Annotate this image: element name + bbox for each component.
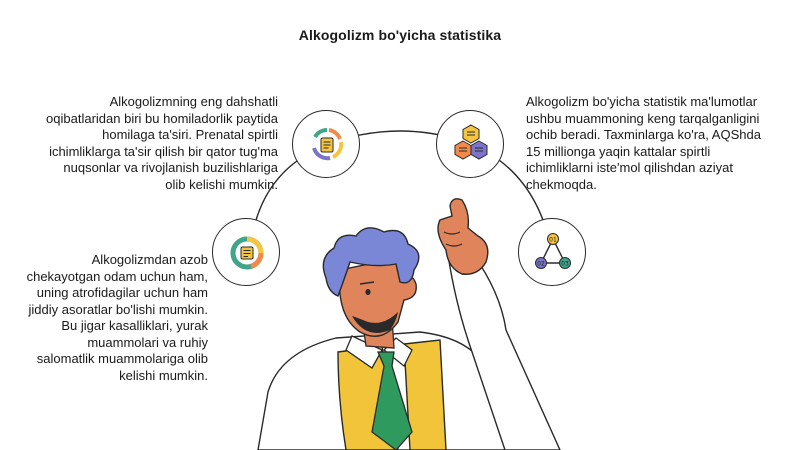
hexagon-cluster-icon xyxy=(436,110,504,178)
text-block-pregnancy: Alkogolizmning eng dahshatli oqibatlaridan biri bu homiladorlik paytida homilaga ta'siri. Prenatal spirtli ichimliklarga ta'sir qilish bir qator tug'ma nuqsonlar va rivojlanish buzilishlariga olib kelishi mumkin. xyxy=(46,94,278,192)
triangle-network-icon xyxy=(518,218,586,286)
text-block-complications: Alkogolizmdan azob chekayotgan odam uchun ham, uning atrofidagilar uchun ham jiddiy asoratlar bo'lishi mumkin. Bu jigar kasalliklari, yurak muammolari va ruhiy salomatlik muammolariga olib kelishi mumkin. xyxy=(26,252,208,383)
network-label-01: 01 xyxy=(549,236,557,244)
cycle-document-icon xyxy=(292,110,360,178)
ring-chart-document-icon xyxy=(212,218,280,286)
text-block-statistics: Alkogolizm bo'yicha statistik ma'lumotlar ushbu muammoning keng tarqalganligini ochib beradi. Taxminlarga ko'ra, AQShda 15 millionga yaqin kattalar spirtli ichimliklarni iste'mol qilishdan aziyat chekmoqda. xyxy=(526,94,761,192)
network-label-02: 02 xyxy=(537,260,545,268)
network-label-03: 03 xyxy=(561,260,569,268)
person-hand xyxy=(438,199,488,274)
page-title: Alkogolizm bo'yicha statistika xyxy=(298,27,502,43)
